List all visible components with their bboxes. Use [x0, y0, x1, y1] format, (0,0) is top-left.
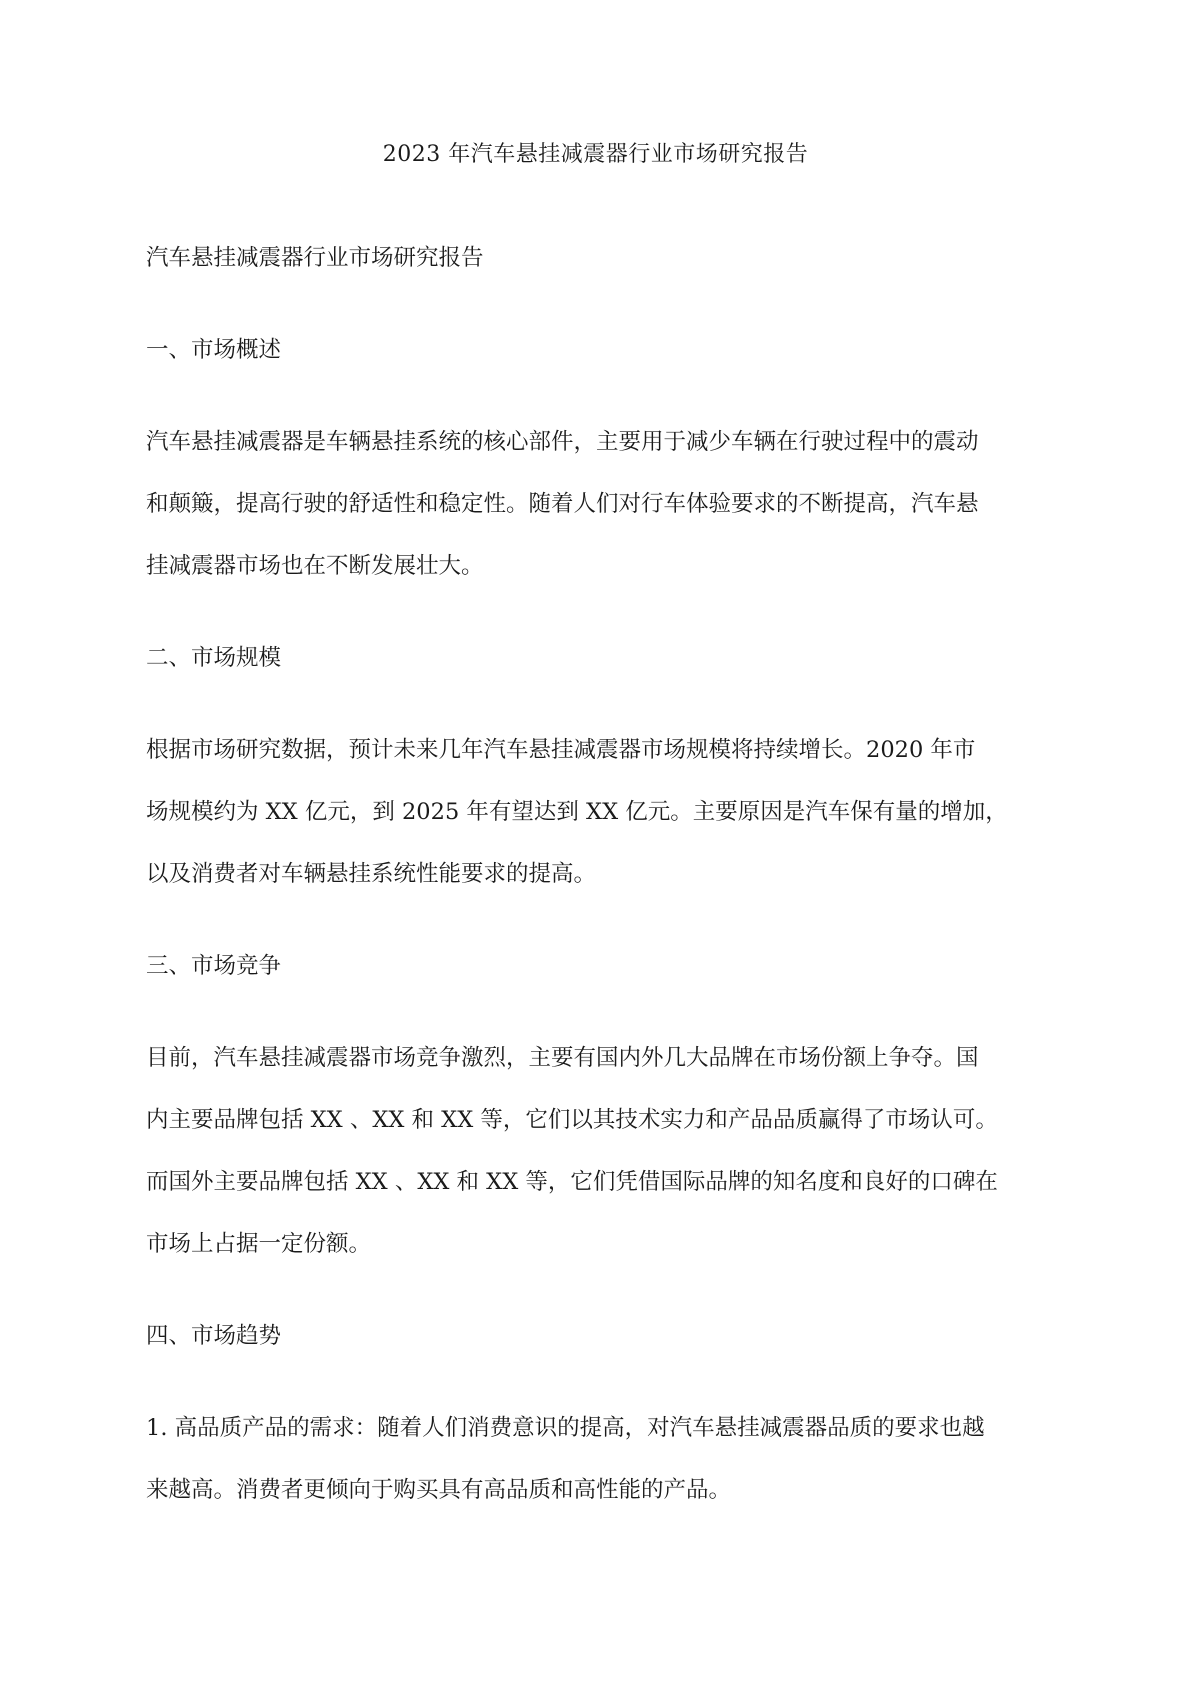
paragraph-line: 和颠簸，提高行驶的舒适性和稳定性。随着人们对行车体验要求的不断提高，汽车悬: [146, 491, 979, 517]
paragraph-line: 目前，汽车悬挂减震器市场竞争激烈，主要有国内外几大品牌在市场份额上争夺。国: [146, 1045, 979, 1071]
paragraph-line: 挂减震器市场也在不断发展壮大。: [146, 553, 484, 579]
section-heading-overview: 一、市场概述: [146, 337, 282, 363]
paragraph-line: 根据市场研究数据，预计未来几年汽车悬挂减震器市场规模将持续增长。2020 年市: [146, 737, 976, 763]
section-heading-trends: 四、市场趋势: [146, 1323, 282, 1349]
paragraph-line: 来越高。消费者更倾向于购买具有高品质和高性能的产品。: [146, 1477, 732, 1503]
document-subtitle: 汽车悬挂减震器行业市场研究报告: [146, 245, 484, 271]
section-heading-competition: 三、市场竞争: [146, 953, 282, 979]
paragraph-line: 1. 高品质产品的需求：随着人们消费意识的提高，对汽车悬挂减震器品质的要求也越: [146, 1415, 985, 1441]
document-title: 2023 年汽车悬挂减震器行业市场研究报告: [382, 142, 809, 167]
paragraph-line: 而国外主要品牌包括 XX 、XX 和 XX 等，它们凭借国际品牌的知名度和良好的口碑在: [146, 1169, 998, 1195]
section-paragraph-overview: [146, 411, 1046, 597]
section-paragraph-market-size: [146, 719, 1046, 905]
paragraph-line: 市场上占据一定份额。: [146, 1231, 372, 1257]
paragraph-line: 场规模约为 XX 亿元，到 2025 年有望达到 XX 亿元。主要原因是汽车保有量的增加，: [146, 799, 1008, 825]
paragraph-line: 以及消费者对车辆悬挂系统性能要求的提高。: [146, 861, 597, 887]
section-paragraph-trends: [146, 1397, 1046, 1521]
section-heading-market-size: 二、市场规模: [146, 645, 282, 671]
section-paragraph-competition: [146, 1027, 1046, 1275]
paragraph-line: 内主要品牌包括 XX 、XX 和 XX 等，它们以其技术实力和产品品质赢得了市场认可。: [146, 1107, 998, 1133]
paragraph-line: 汽车悬挂减震器是车辆悬挂系统的核心部件，主要用于减少车辆在行驶过程中的震动: [146, 429, 979, 455]
document-body: [146, 227, 1046, 1551]
